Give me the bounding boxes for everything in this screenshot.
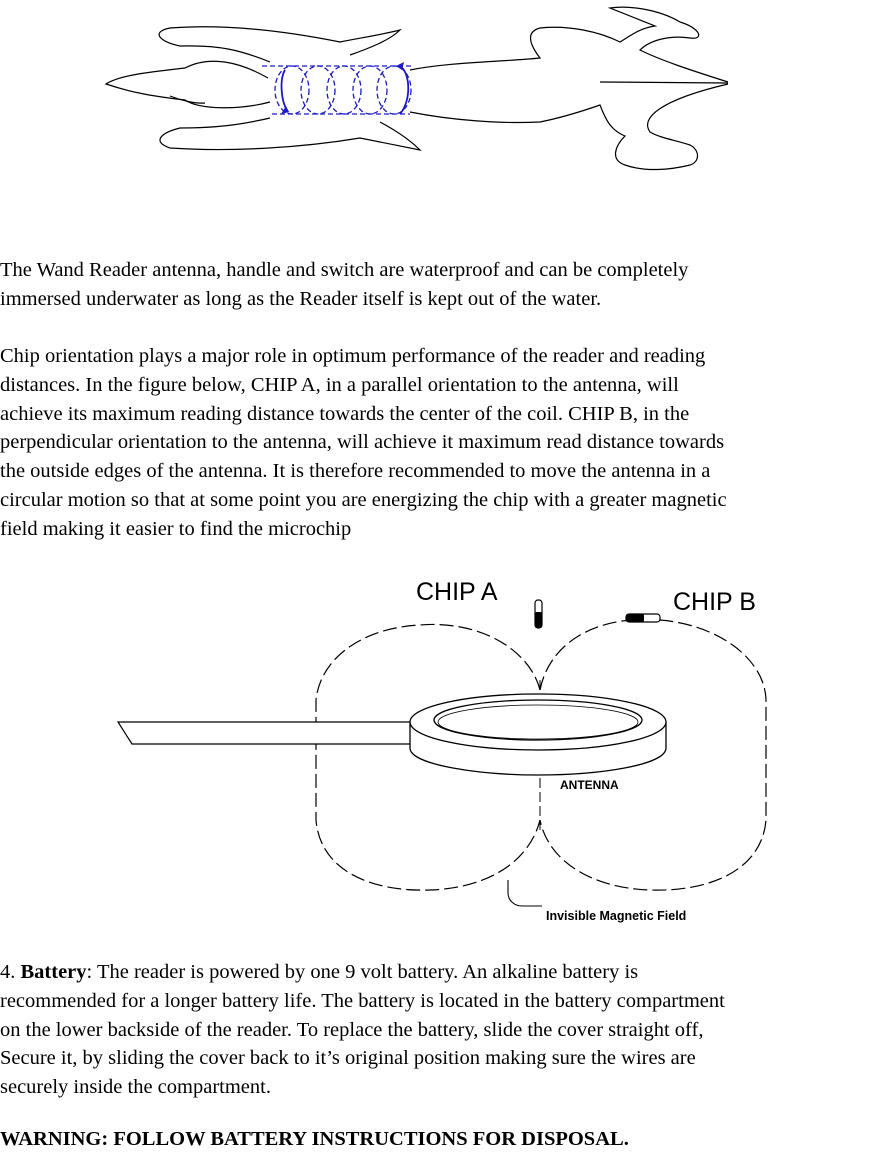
lizard-coil-illustration bbox=[0, 0, 888, 200]
chip-b-icon bbox=[626, 614, 660, 622]
battery-number: 4. bbox=[0, 961, 21, 983]
battery-heading: Battery bbox=[20, 961, 87, 983]
chip-b-label: CHIP B bbox=[673, 588, 756, 616]
chip-a-label: CHIP A bbox=[416, 578, 498, 606]
disposal-warning: WARNING: FOLLOW BATTERY INSTRUCTIONS FOR DISPOSAL. bbox=[0, 1128, 629, 1150]
battery-text: : The reader is powered by one 9 volt battery. An alkaline battery is recommended for a longer battery life. The battery is located in the battery compartment on the lower backside of the reader. To replace the battery, slide the cover straight off, Secure it, by sliding the cover back to it’s original position making sure the wires are securely inside the compartment. bbox=[0, 961, 725, 1099]
antenna-label: ANTENNA bbox=[560, 778, 619, 792]
chip-a-icon bbox=[535, 600, 542, 628]
antenna-field-diagram bbox=[0, 570, 888, 930]
chip-orientation-paragraph: Chip orientation plays a major role in optimum performance of the reader and reading distances. In the figure below, CHIP A, in a parallel orientation to the antenna, will achieve its maximum reading distance towards the center of the coil. CHIP B, in the perpendicular orientation to the antenna, will achieve it maximum read distance towards the outside edges of the antenna. It is therefore recommended to move the antenna in a circular motion so that at some point you are energizing the chip with a greater magnetic field making it easier to find the microchip bbox=[0, 345, 727, 540]
antenna-ring-outer bbox=[410, 694, 666, 750]
waterproof-paragraph: The Wand Reader antenna, handle and switch are waterproof and can be completely immersed underwater as long as the Reader itself is kept out of the water. bbox=[0, 259, 689, 310]
field-label: Invisible Magnetic Field bbox=[546, 909, 687, 923]
battery-paragraph bbox=[0, 958, 888, 1102]
antenna-handle bbox=[118, 722, 420, 744]
